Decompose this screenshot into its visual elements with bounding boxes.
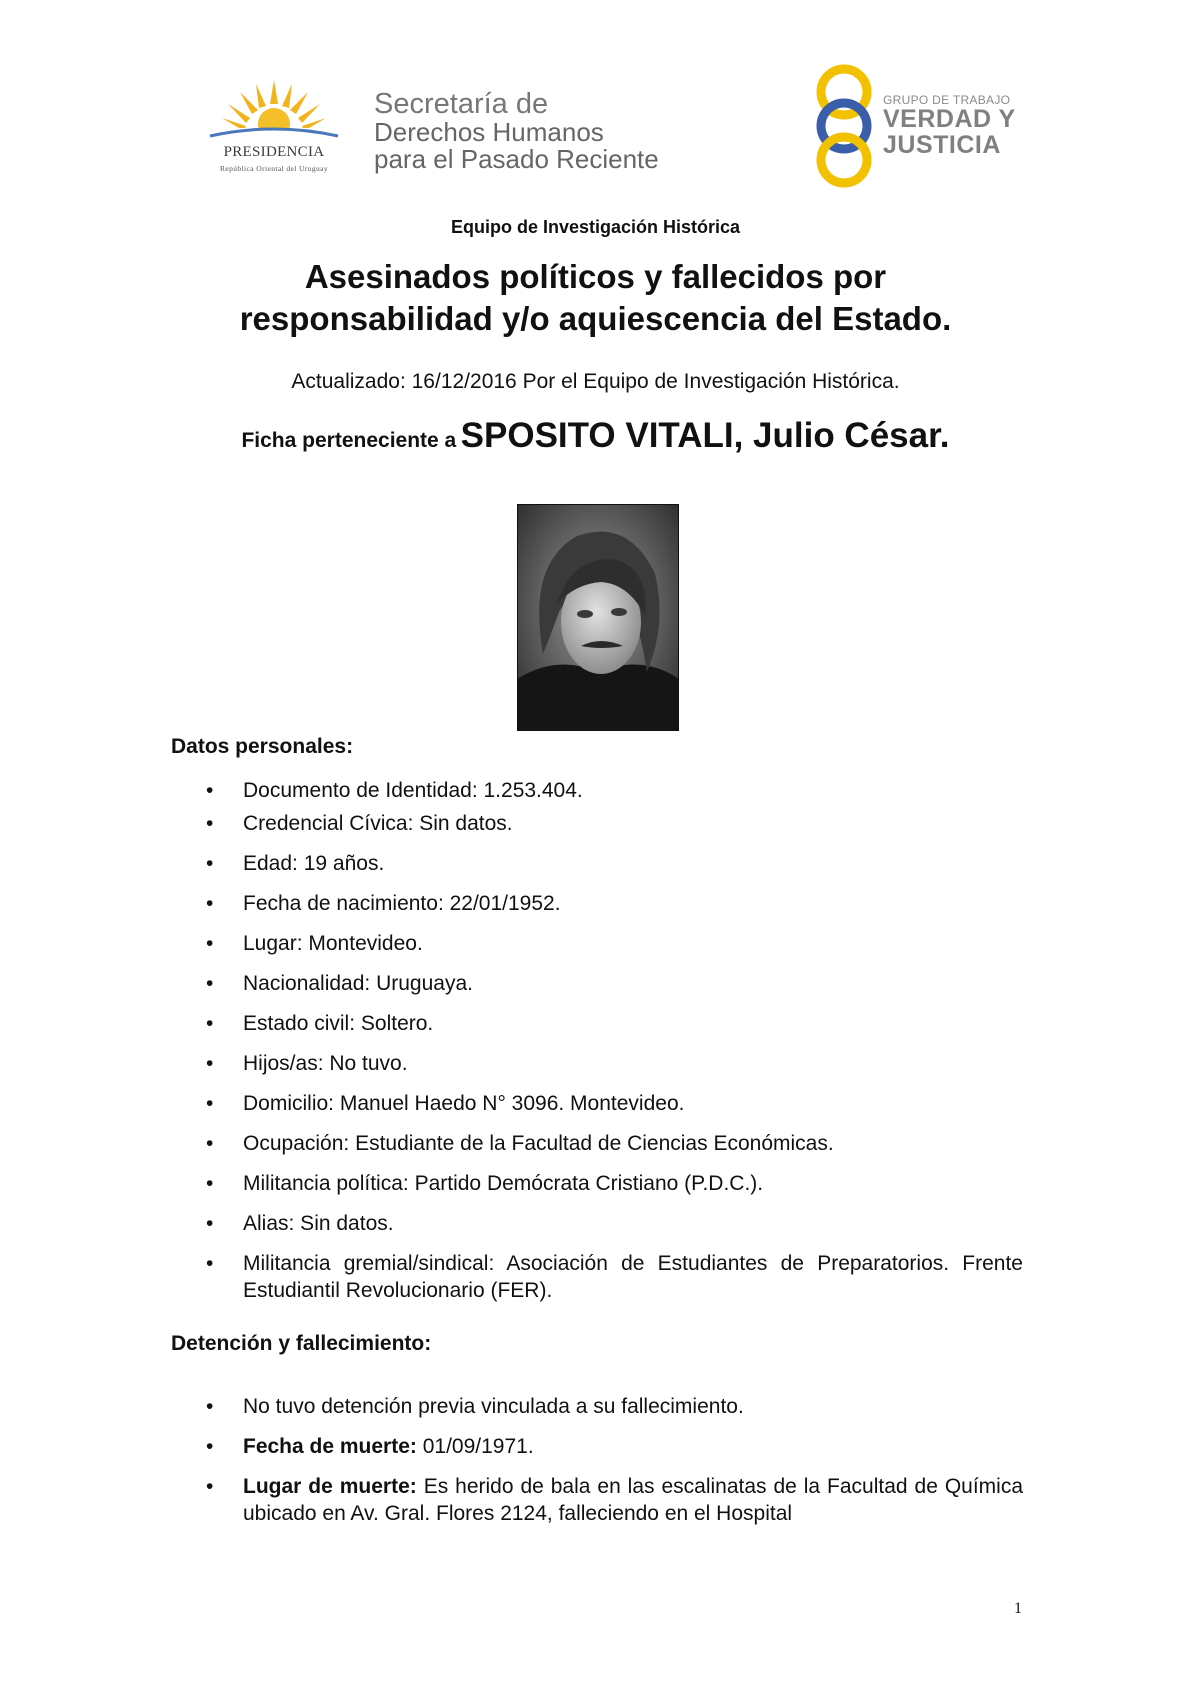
fecha-muerte-label: Fecha de muerte: (243, 1435, 417, 1458)
presidencia-wordmark: PRESIDENCIA (223, 144, 325, 160)
document-title (0, 256, 1191, 340)
secretaria-line-2: Derechos Humanos (374, 117, 604, 147)
bullet-icon: • (206, 1012, 214, 1035)
grupo-title-line-1: VERDAD Y (883, 105, 1016, 133)
detencion-heading: Detención y fallecimiento: (171, 1332, 432, 1355)
bullet-icon: • (206, 892, 214, 915)
datos-personales-heading: Datos personales: (171, 735, 354, 758)
list-item-text: Credencial Cívica: Sin datos. (243, 812, 513, 835)
bullet-icon: • (206, 972, 214, 995)
list-item-text: Documento de Identidad: 1.253.404. (243, 779, 583, 802)
title-line-2: responsabilidad y/o aquiescencia del Estado. (239, 300, 952, 337)
ficha-line (0, 416, 1191, 456)
secretaria-line-3: para el Pasado Reciente (374, 144, 659, 174)
title-line-1: Asesinados políticos y fallecidos por (304, 258, 887, 295)
list-item-text: Domicilio: Manuel Haedo N° 3096. Montevideo. (243, 1092, 685, 1115)
lugar-muerte-value: Es herido de bala en las escalinatas de la Facultad de Química ubicado en Av. Gral. Flores 2124, falleciendo en el Hospital (243, 1475, 1024, 1525)
list-item-text: Estado civil: Soltero. (243, 1012, 434, 1035)
bullet-icon: • (206, 1395, 214, 1418)
ficha-prefix: Ficha perteneciente a (241, 429, 457, 452)
bullet-icon: • (206, 1172, 214, 1195)
bullet-icon: • (206, 812, 214, 835)
updated-line: Actualizado: 16/12/2016 Por el Equipo de Investigación Histórica. (291, 370, 900, 393)
list-item-text (243, 1433, 1023, 1460)
bullet-icon: • (206, 1052, 214, 1075)
grupo-verdad-justicia-logo (810, 62, 1020, 190)
lugar-muerte-label: Lugar de muerte: (243, 1475, 417, 1498)
bullet-icon: • (206, 779, 214, 802)
list-item-text: Lugar: Montevideo. (243, 932, 423, 955)
grupo-subtitle: GRUPO DE TRABAJO (883, 93, 1011, 107)
secretaria-line-1: Secretaría de (374, 88, 549, 120)
bullet-icon: • (206, 1092, 214, 1115)
portrait-photo (517, 504, 679, 731)
list-item-text: Nacionalidad: Uruguaya. (243, 972, 473, 995)
bullet-icon: • (206, 1475, 214, 1498)
grupo-title-line-2: JUSTICIA (883, 131, 1001, 159)
list-item-text: Hijos/as: No tuvo. (243, 1052, 408, 1075)
sun-emblem-icon (196, 78, 352, 144)
presidencia-subtitle: República Oriental del Uruguay (219, 164, 328, 173)
team-heading: Equipo de Investigación Histórica (450, 217, 741, 237)
linked-rings-icon (810, 62, 880, 190)
fecha-muerte-value: 01/09/1971. (416, 1435, 534, 1458)
bullet-icon: • (206, 1132, 214, 1155)
list-item-text: Militancia política: Partido Demócrata Cristiano (P.D.C.). (243, 1172, 764, 1195)
bullet-icon: • (206, 1212, 214, 1235)
bullet-icon: • (206, 1252, 214, 1275)
bullet-icon: • (206, 932, 214, 955)
bullet-icon: • (206, 852, 214, 875)
presidencia-logo (196, 78, 352, 180)
list-item-text (243, 1473, 1023, 1527)
page-number: 1 (1014, 1600, 1022, 1617)
ficha-name: SPOSITO VITALI, Julio César. (460, 416, 950, 455)
list-item-text: Edad: 19 años. (243, 852, 385, 875)
list-item-text: Fecha de nacimiento: 22/01/1952. (243, 892, 561, 915)
list-item-text: Alias: Sin datos. (243, 1212, 394, 1235)
bullet-icon: • (206, 1435, 214, 1458)
list-item-text: Ocupación: Estudiante de la Facultad de Ciencias Económicas. (243, 1132, 834, 1155)
list-item-text: Militancia gremial/sindical: Asociación de Estudiantes de Preparatorios. Frente Estudiantil Revolucionario (FER). (243, 1252, 1023, 1302)
list-item-text: No tuvo detención previa vinculada a su fallecimiento. (243, 1395, 744, 1418)
secretaria-logo (374, 89, 659, 173)
